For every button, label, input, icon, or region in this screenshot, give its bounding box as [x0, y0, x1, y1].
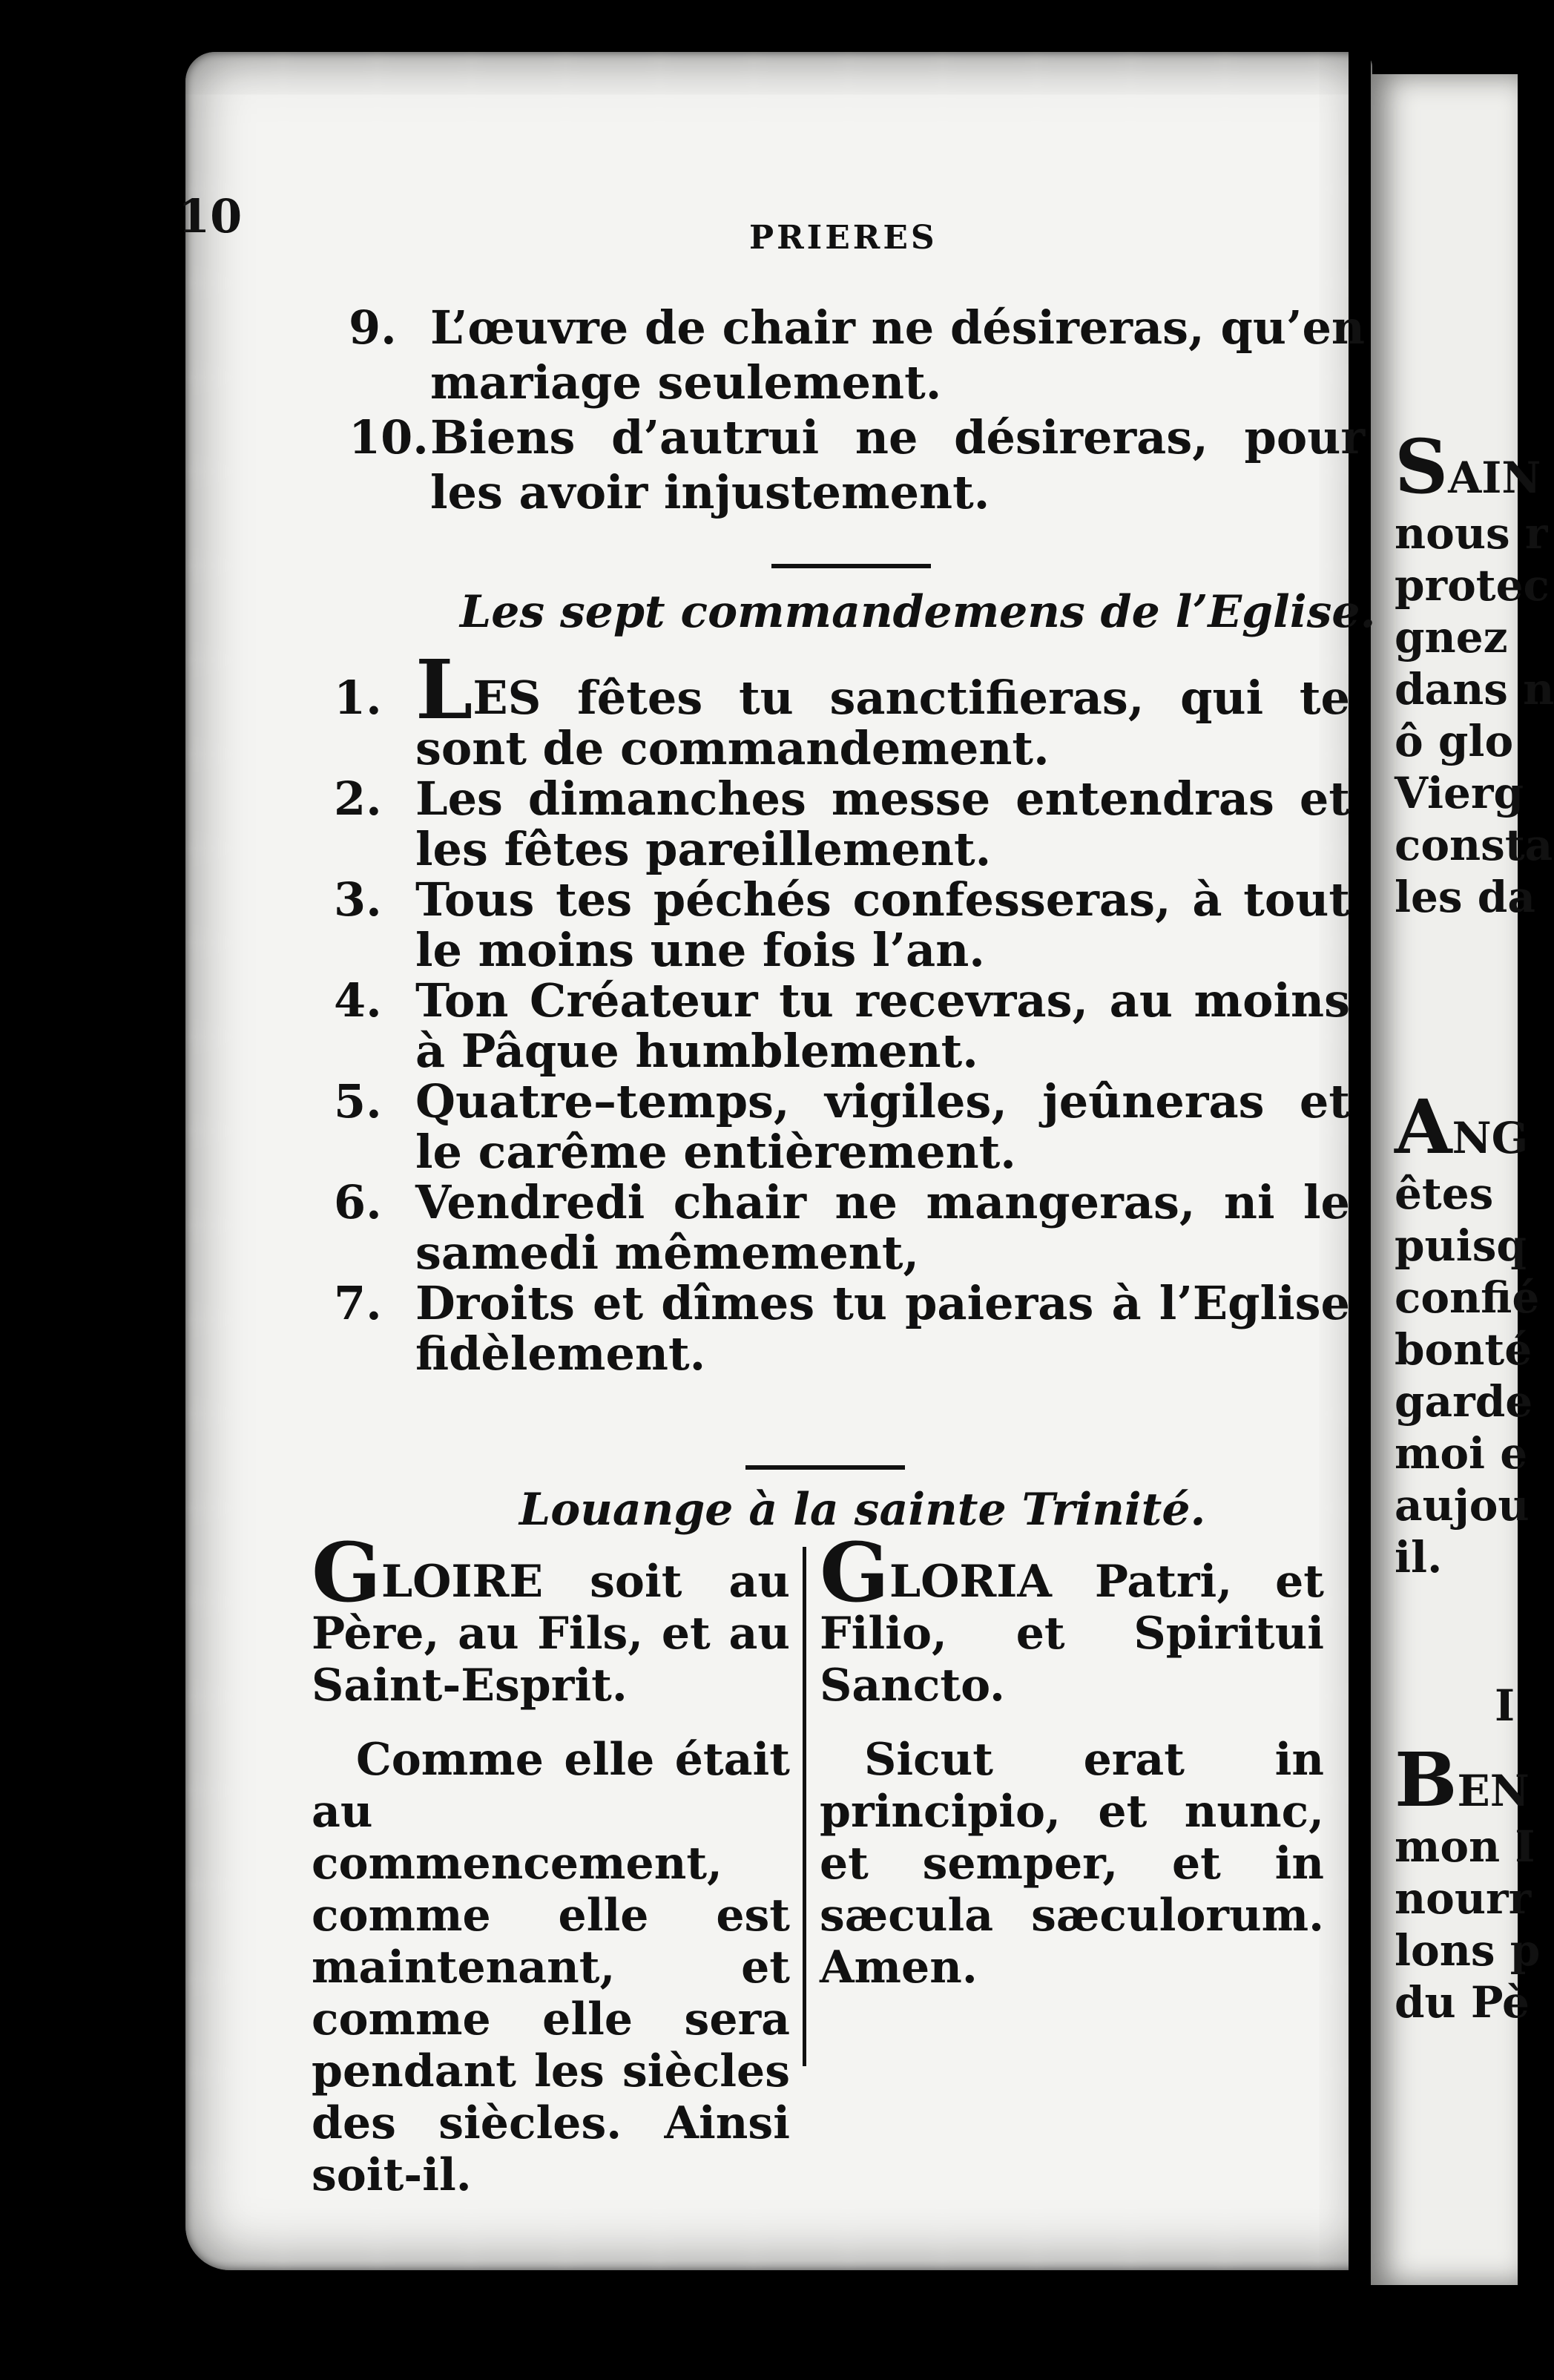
- drop-cap: G: [820, 1525, 889, 1620]
- next-page-line: aujou: [1395, 1480, 1530, 1531]
- next-page-line: dans n: [1395, 664, 1554, 714]
- item-number: 4.: [334, 973, 382, 1028]
- next-page-line: bonté: [1395, 1324, 1532, 1375]
- next-page-line: gnez: [1395, 612, 1508, 663]
- running-header-title: PRIERES: [749, 219, 938, 257]
- next-page-line: [1395, 1083, 1528, 1171]
- gloria-latin-verse: [820, 1525, 1325, 1712]
- next-page-line: nourr: [1395, 1873, 1532, 1924]
- sicut-latin-verse: Sicut erat in principio, et nunc, et semper, et in sæcula sæculorum. Amen.: [820, 1734, 1324, 1993]
- church-commandments-title: Les sept commandemens de l’Eglise.: [460, 586, 1376, 638]
- item-text: Ton Créateur tu recevras, au moins à Pâque humblement.: [415, 973, 1350, 1078]
- section-divider: [771, 564, 931, 568]
- commandment-item: [334, 642, 1350, 775]
- next-page-line: lons p: [1395, 1925, 1541, 1976]
- church-commandments-list: [334, 642, 1350, 1381]
- next-page-line: [1395, 423, 1541, 510]
- next-page-line: moi e: [1395, 1428, 1528, 1479]
- trinity-latin-column: [820, 1525, 1325, 1993]
- next-page-line: êtes: [1395, 1168, 1494, 1219]
- next-page-line: protec: [1395, 560, 1550, 611]
- continued-commandments: [349, 300, 1365, 520]
- drop-cap: L: [415, 642, 473, 737]
- fragment-text: AIN: [1448, 453, 1541, 503]
- drop-cap: A: [1395, 1083, 1452, 1171]
- next-page-line: nous r: [1395, 508, 1548, 559]
- next-page-line: [1395, 1736, 1530, 1824]
- item-text: Les dimanches messe entendras et les fêtes pareillement.: [415, 772, 1350, 876]
- drop-cap: G: [312, 1525, 381, 1620]
- item-number: 3.: [334, 872, 382, 927]
- next-page-line: les da: [1395, 872, 1535, 922]
- gloria-french-verse: [312, 1525, 790, 1712]
- sicut-french-verse: Comme elle était au commencement, comme elle est maintenant, et comme elle sera pendant les siècles des siècles. Ainsi soit-il.: [312, 1734, 790, 2201]
- fragment-text: NG: [1452, 1113, 1529, 1163]
- next-page-line: ô glo: [1395, 716, 1514, 766]
- item-number: 5.: [334, 1074, 382, 1128]
- verse-text: soit au Père, au Fils, et au Saint-Esprit.: [312, 1556, 790, 1712]
- item-number: 1.: [334, 671, 382, 725]
- commandment-item: [334, 973, 1350, 1078]
- next-page-line: garde: [1395, 1376, 1533, 1427]
- next-page-line: il.: [1395, 1532, 1443, 1582]
- next-page-line: mon I: [1395, 1821, 1535, 1872]
- next-page-line: consta: [1395, 820, 1553, 870]
- commandment-item: [349, 410, 1365, 520]
- next-page-line: I: [1495, 1680, 1515, 1731]
- item-text: Biens d’autrui ne désireras, pour les avoir injustement.: [430, 410, 1365, 519]
- small-caps-word: LORIA: [889, 1556, 1052, 1608]
- column-divider: [803, 1547, 806, 2066]
- next-page-line: confié: [1395, 1272, 1540, 1323]
- next-page-line: Vierg: [1395, 768, 1524, 818]
- item-text: Quatre–temps, vigiles, jeûneras et le carême entièrement.: [415, 1074, 1350, 1179]
- item-text: L’œuvre de chair ne désireras, qu’en mariage seulement.: [430, 300, 1365, 410]
- trinity-french-column: [312, 1525, 790, 2201]
- item-number: 7.: [334, 1276, 382, 1330]
- next-page-line: puisq: [1395, 1220, 1527, 1271]
- commandment-item: [334, 1278, 1350, 1379]
- item-number: 10.: [349, 410, 429, 464]
- item-text: Droits et dîmes tu paieras à l’Eglise fidèlement.: [415, 1276, 1350, 1381]
- small-caps-word: ES: [473, 671, 541, 725]
- drop-cap: B: [1395, 1736, 1458, 1824]
- item-text: Vendredi chair ne mangeras, ni le samedi mêmement,: [415, 1175, 1350, 1280]
- verse-text: Patri, et Filio, et Spiritui Sancto.: [820, 1556, 1325, 1712]
- commandment-item: [334, 1076, 1350, 1177]
- page-number: 10: [178, 189, 243, 243]
- trinity-title: Louange à la sainte Trinité.: [519, 1484, 1206, 1536]
- next-page-line: du Pè: [1395, 1977, 1530, 2028]
- item-text: Tous tes péchés confesseras, à tout le moins une fois l’an.: [415, 872, 1350, 977]
- commandment-item: [334, 1177, 1350, 1278]
- commandment-item: [334, 872, 1350, 977]
- small-caps-word: LOIRE: [381, 1556, 544, 1608]
- item-number: 9.: [349, 300, 397, 355]
- commandment-item: [349, 300, 1365, 410]
- section-divider: [745, 1465, 905, 1470]
- item-number: 2.: [334, 772, 382, 826]
- item-number: 6.: [334, 1175, 382, 1229]
- drop-cap: S: [1395, 423, 1449, 510]
- item-text: fêtes tu sanctifieras, qui te sont de commandement.: [415, 671, 1350, 775]
- fragment-text: EN: [1457, 1766, 1530, 1816]
- commandment-item: [334, 774, 1350, 875]
